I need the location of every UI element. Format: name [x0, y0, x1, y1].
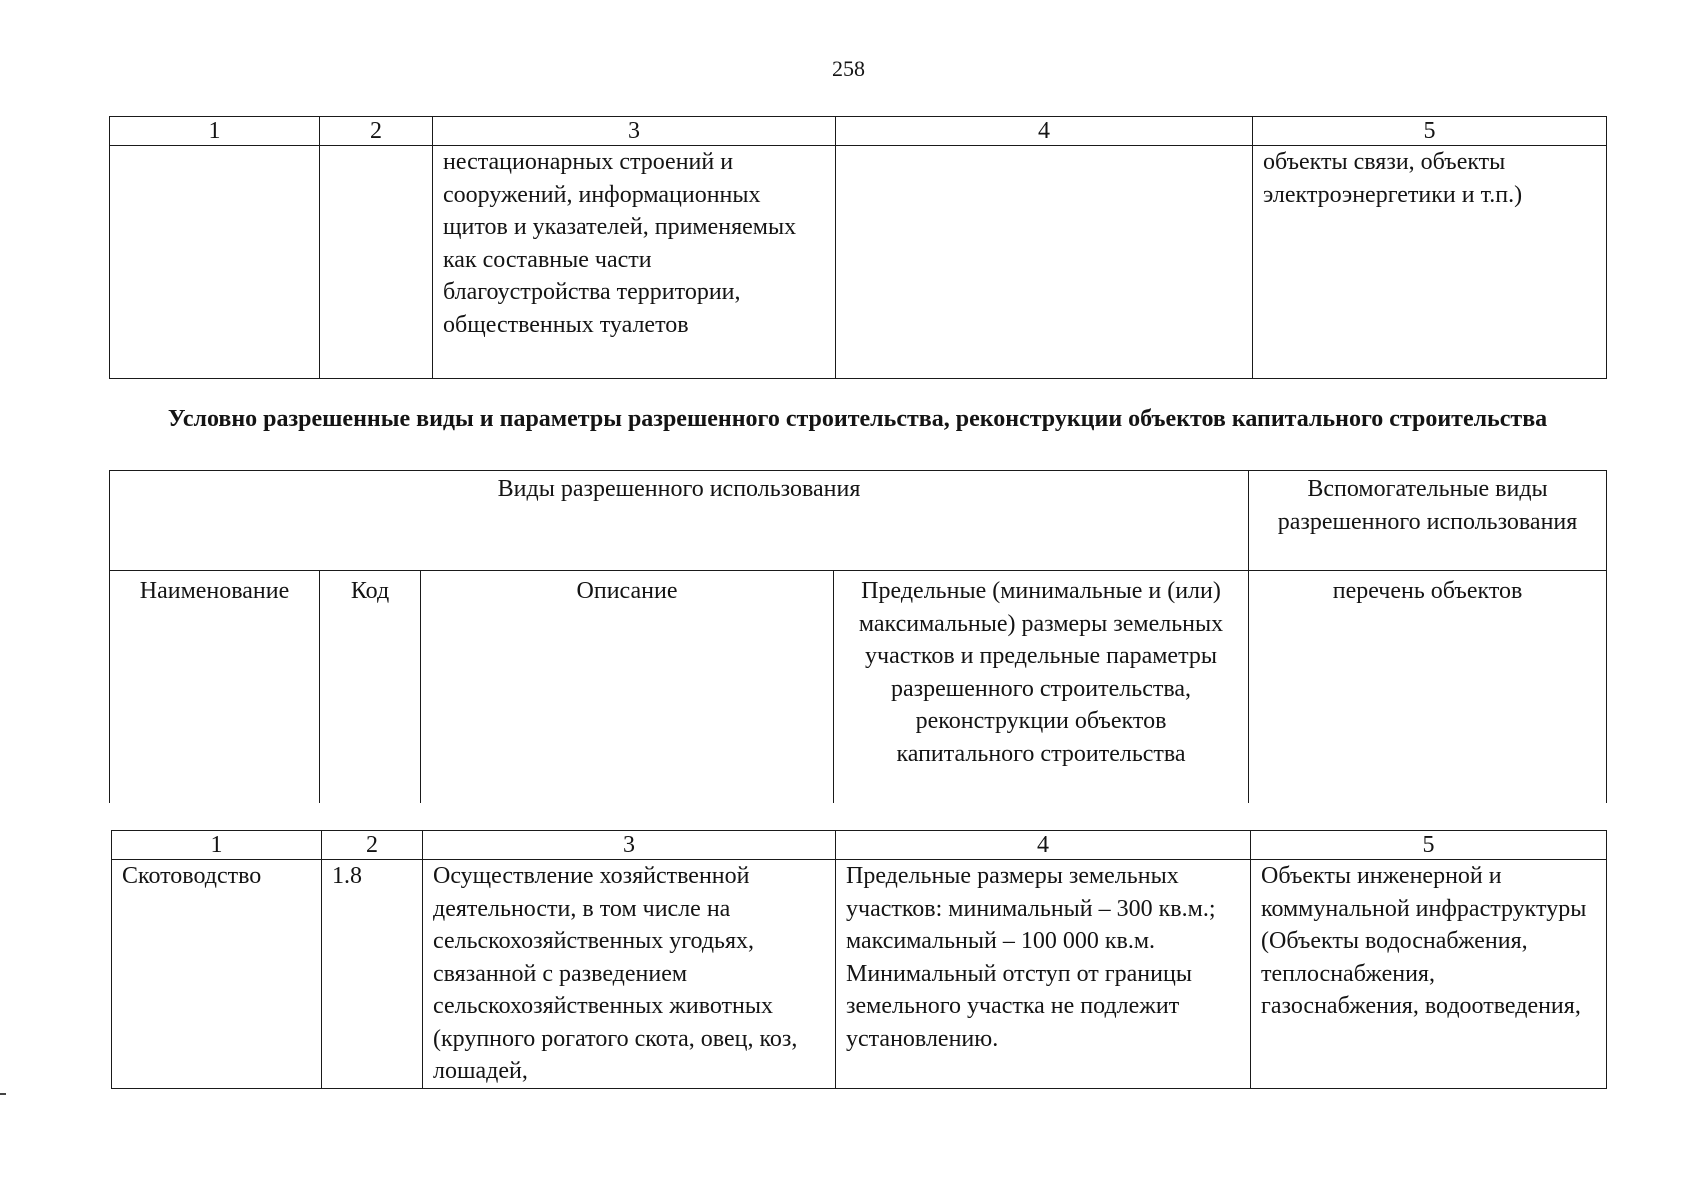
column-number: 3 [433, 117, 836, 146]
group-header-main: Виды разрешенного использования [110, 471, 1249, 571]
cell-description: нестационарных строений и сооружений, информационных щитов и указателей, применяемых как составные части благоустройства территории, общественных туалетов [433, 146, 836, 379]
header-name: Наименование [110, 571, 320, 804]
cell-objects: Объекты инженерной и коммунальной инфраструктуры (Объекты водоснабжения, теплоснабжения, газоснабжения, водоотведения, [1251, 860, 1607, 1089]
column-number: 2 [322, 831, 423, 860]
margin-mark [0, 1093, 6, 1095]
header-table [109, 470, 1607, 803]
column-number-row [112, 831, 1607, 860]
column-number: 1 [112, 831, 322, 860]
column-number: 1 [110, 117, 320, 146]
header-code: Код [320, 571, 421, 804]
group-header-auxiliary: Вспомогательные виды разрешенного использования [1249, 471, 1607, 571]
table-row [112, 860, 1607, 1089]
column-number: 3 [423, 831, 836, 860]
page-number: 258 [832, 56, 865, 81]
cell-limits: Предельные размеры земельных участков: минимальный – 300 кв.м.; максимальный – 100 000 кв.м. Минимальный отступ от границы земельного участка не подлежит установлению. [836, 860, 1251, 1089]
header-description: Описание [421, 571, 834, 804]
header-objects: перечень объектов [1249, 571, 1607, 804]
cell-name: Скотоводство [112, 860, 322, 1089]
cell-limits [836, 146, 1253, 379]
group-header-row [110, 471, 1607, 571]
column-number: 4 [836, 831, 1251, 860]
column-number: 5 [1251, 831, 1607, 860]
data-table [111, 830, 1607, 1089]
continuation-table [109, 116, 1607, 379]
cell-name [110, 146, 320, 379]
column-number-row [110, 117, 1607, 146]
header-limits: Предельные (минимальные и (или) максимальные) размеры земельных участков и предельные параметры разрешенного строительства, реконструкции объектов капитального строительства [834, 571, 1249, 804]
section-title: Условно разрешенные виды и параметры разрешенного строительства, реконструкции объектов капитального строительства [167, 406, 1548, 432]
cell-code [320, 146, 433, 379]
cell-objects: объекты связи, объекты электроэнергетики и т.п.) [1253, 146, 1607, 379]
column-number: 5 [1253, 117, 1607, 146]
cell-description: Осуществление хозяйственной деятельности, в том числе на сельскохозяйственных угодьях, связанной с разведением сельскохозяйственных животных (крупного рогатого скота, овец, коз, лошадей, [423, 860, 836, 1089]
column-header-row [110, 571, 1607, 804]
column-number: 2 [320, 117, 433, 146]
table-row [110, 146, 1607, 379]
column-number: 4 [836, 117, 1253, 146]
cell-code: 1.8 [322, 860, 423, 1089]
